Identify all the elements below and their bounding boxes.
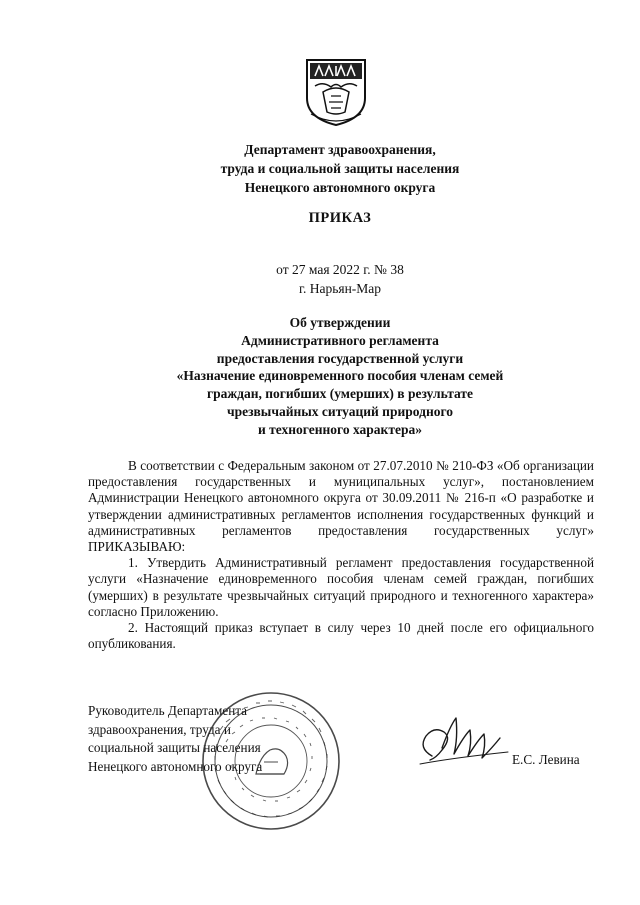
department-line-1: Департамент здравоохранения,	[244, 142, 436, 157]
issue-details	[60, 260, 620, 298]
department-line-3: Ненецкого автономного округа	[244, 180, 436, 195]
issue-place: г. Нарьян-Мар	[298, 281, 382, 296]
order-item-2: 2. Настоящий приказ вступает в силу через 10 дней после его официального опубликования.	[88, 620, 594, 652]
preamble-paragraph: В соответствии с Федеральным законом от 27.07.2010 № 210-ФЗ «Об организации предоставления государственных и муниципальных услуг», постановлением Администрации Ненецкого автономного округа от 30.09.2011 № 216-п «О разработке и утверждении административных регламентов исполнения государственных функций и административных регламентов предоставления государственных услуг» ПРИКАЗЫВАЮ:	[88, 458, 594, 555]
signatory-name: Е.С. Левина	[512, 752, 580, 767]
position-line: социальной защиты населения	[88, 740, 261, 756]
department-header	[60, 140, 620, 197]
subject-line: Об утверждении	[289, 315, 391, 330]
subject-line: чрезвычайных ситуаций природного	[226, 403, 454, 419]
order-item-1: 1. Утвердить Административный регламент предоставления государственной услуги «Назначение единовременного пособия членам семей граждан, погибших (умерших) в результате чрезвычайных ситуаций природного и техногенного характера» согласно Приложению.	[88, 555, 594, 619]
department-line-2: труда и социальной защиты населения	[220, 161, 460, 176]
subject-line: и техногенного характера»	[258, 421, 422, 437]
official-seal-stamp	[200, 690, 342, 832]
handwritten-signature	[412, 708, 522, 778]
subject-line: Административного регламента	[241, 332, 439, 348]
position-line: Ненецкого автономного округа	[88, 758, 263, 774]
position-line: здравоохранения, труда и	[88, 721, 231, 737]
subject-line: «Назначение единовременного пособия членам семей	[176, 368, 504, 384]
position-line: Руководитель Департамента	[88, 703, 248, 718]
subject-line: предоставления государственной услуги	[216, 350, 464, 366]
issue-date-number: от 27 мая 2022 г. № 38	[276, 262, 404, 277]
order-body	[88, 458, 594, 652]
order-subject	[60, 314, 620, 439]
subject-line: граждан, погибших (умерших) в результате	[206, 386, 474, 402]
coat-of-arms-emblem	[301, 54, 371, 128]
document-type-title: ПРИКАЗ	[308, 210, 372, 226]
